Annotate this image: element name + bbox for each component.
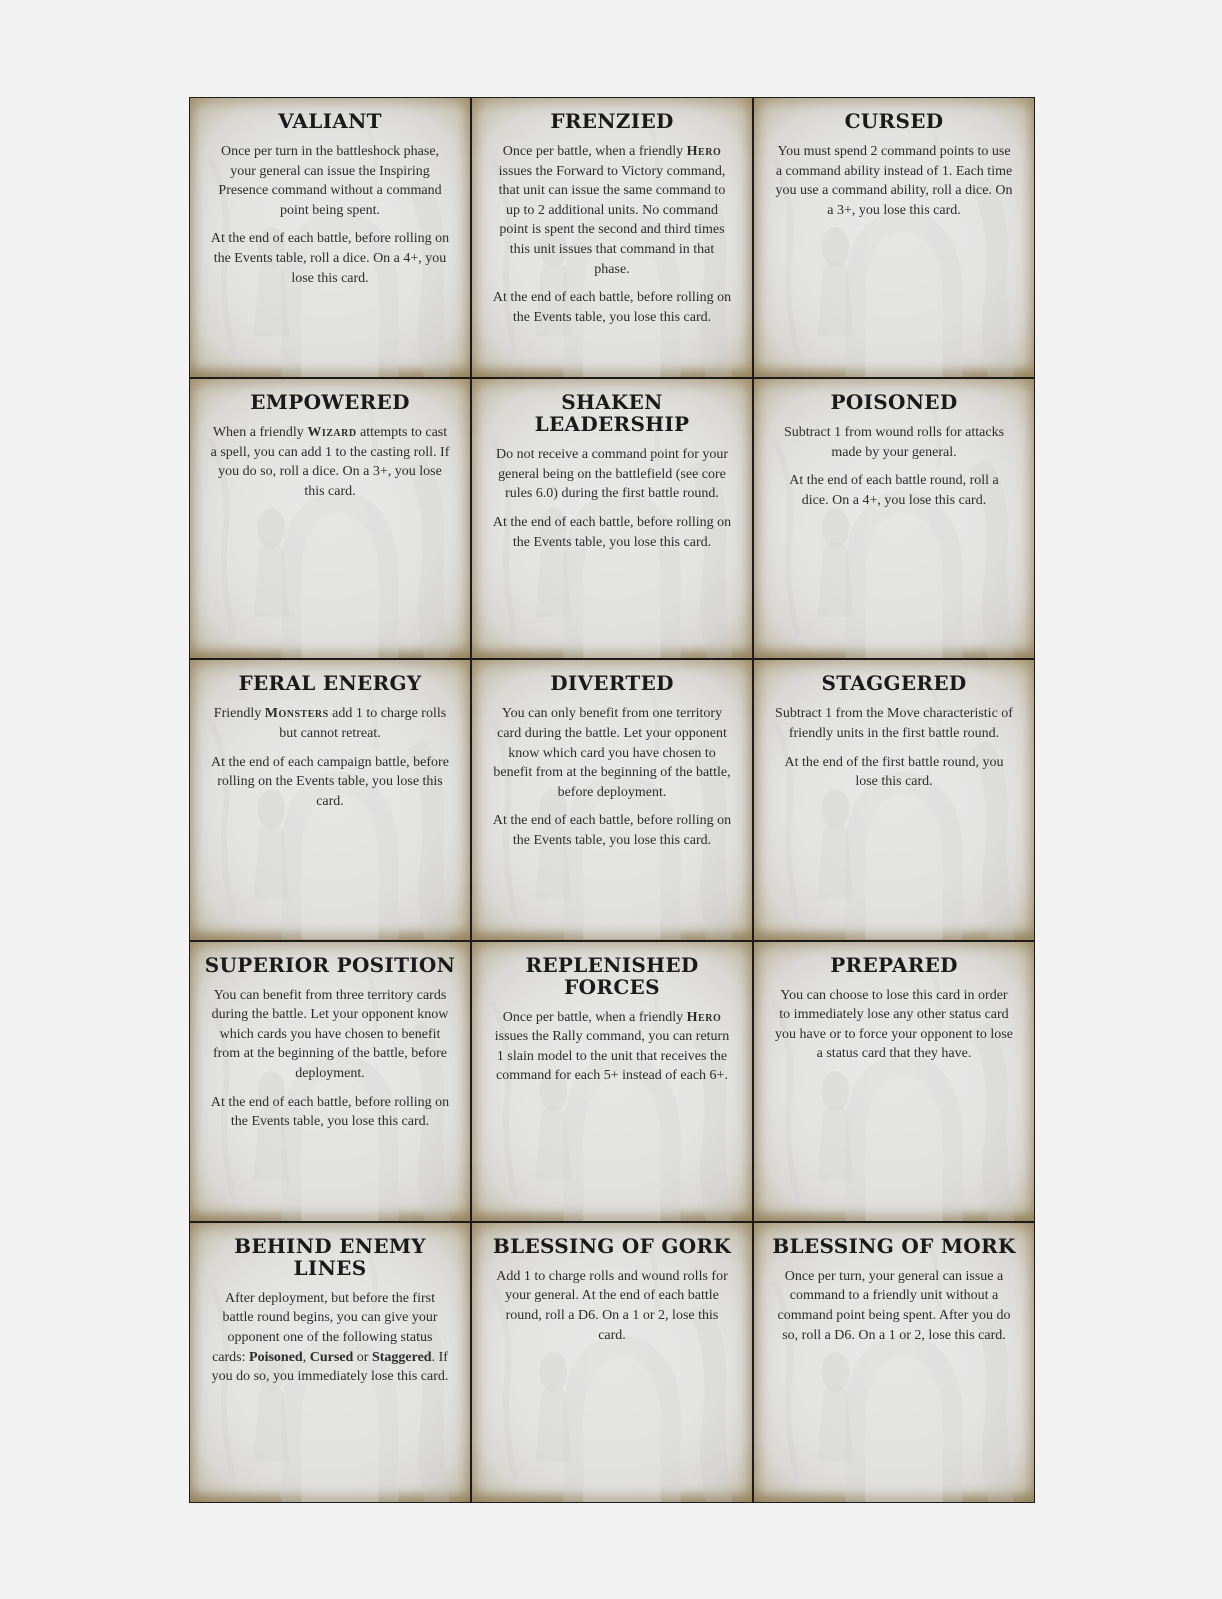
status-card <box>189 378 471 659</box>
status-card-sheet <box>189 97 1035 1503</box>
card-rules-text <box>492 288 731 327</box>
card-rules-text <box>492 1008 731 1086</box>
text-run: When a friendly <box>212 425 308 441</box>
card-content <box>190 660 470 811</box>
card-rules-text <box>492 445 731 504</box>
card-rules-text <box>774 1267 1013 1345</box>
card-rules-text <box>210 1093 449 1132</box>
card-title: FRENZIED <box>550 109 674 133</box>
status-card <box>471 378 753 659</box>
status-name: Staggered <box>371 1349 432 1365</box>
card-title: EMPOWERED <box>250 390 410 415</box>
card-rules-text <box>210 423 449 501</box>
status-name: Poisoned <box>249 1349 303 1365</box>
card-content <box>190 379 470 501</box>
status-card <box>753 941 1035 1222</box>
card-title: POISONED <box>830 390 958 415</box>
card-rules-text <box>210 142 449 220</box>
text-run: Do not receive a command point for your general being on the battlefield (see core rules 6.0) during the first battle round. <box>495 447 729 502</box>
card-title: SUPERIOR POSITION <box>204 952 456 977</box>
status-card <box>471 941 753 1222</box>
card-title: CURSED <box>844 109 944 133</box>
card-rules-text <box>210 753 449 812</box>
text-run: You can benefit from three territory cards during the battle. Let your opponent know which cards you have chosen to benefit from at the beginning of the battle, before deployment. <box>211 987 449 1081</box>
status-card <box>189 1222 471 1503</box>
text-run: issues the Rally command, you can return 1 slain model to the unit that receives the command for each 5+ instead of each 6+. <box>494 1029 730 1084</box>
text-run: Add 1 to charge rolls and wound rolls for your general. At the end of each battle round, roll a D6. On a 1 or 2, lose this card. <box>496 1268 728 1343</box>
text-run: add 1 to charge rolls but cannot retreat. <box>279 706 447 741</box>
status-card <box>753 659 1035 940</box>
text-run: At the end of each campaign battle, before rolling on the Events table, you lose this card. <box>211 754 449 809</box>
card-title: DIVERTED <box>550 671 674 696</box>
card-content <box>190 98 470 288</box>
card-rules-text <box>210 1289 449 1387</box>
text-run: Subtract 1 from wound rolls for attacks made by your general. <box>783 425 1005 460</box>
text-run: Once per turn in the battleshock phase, your general can issue the Inspiring Presence command without a command point being spent. <box>218 144 442 218</box>
status-card <box>189 659 471 940</box>
card-content <box>472 660 752 850</box>
text-run: Once per battle, when a friendly <box>502 1009 687 1025</box>
text-run: or <box>353 1349 372 1365</box>
card-rules-text <box>210 229 449 288</box>
card-content <box>190 942 470 1132</box>
card-rules-text <box>774 753 1013 792</box>
card-rules-text <box>774 142 1013 220</box>
status-card <box>189 97 471 378</box>
status-name: Cursed <box>309 1349 354 1365</box>
card-title: BLESSING OF MORK <box>772 1233 1016 1258</box>
text-run: Once per turn, your general can issue a command to a friendly unit without a command point being spent. After you do so, roll a D6. On a 1 or 2, lose this card. <box>777 1268 1011 1343</box>
keyword: Wizard <box>307 425 357 441</box>
keyword: Hero <box>686 144 722 159</box>
status-card <box>189 941 471 1222</box>
card-title: VALIANT <box>278 109 382 133</box>
card-title: STAGGERED <box>821 671 967 696</box>
card-title: FERAL ENERGY <box>238 671 422 696</box>
card-content <box>754 660 1034 791</box>
card-content <box>754 1223 1034 1345</box>
card-content <box>754 379 1034 510</box>
card-rules-text <box>774 986 1013 1064</box>
card-title: BLESSING OF GORK <box>492 1233 732 1258</box>
status-card <box>471 97 753 378</box>
card-content <box>190 1223 470 1387</box>
card-content <box>472 942 752 1086</box>
card-rules-text <box>210 986 449 1084</box>
card-rules-text <box>492 142 731 279</box>
text-run: At the end of each battle, before rolling on the Events table, roll a dice. On a 4+, you lose this card. <box>210 231 450 286</box>
text-run: At the end of each battle, before rolling on the Events table, you lose this card. <box>210 1094 450 1130</box>
card-rules-text <box>774 704 1013 743</box>
text-run: At the end of each battle, before rolling on the Events table, you lose this card. <box>492 514 732 550</box>
text-run: You can choose to lose this card in order to immediately lose any other status card you have or to force your opponent to lose a status card that they have. <box>775 987 1013 1062</box>
text-run: You must spend 2 command points to use a command ability instead of 1. Each time you use a command ability, roll a dice. On a 3+, you lose this card. <box>775 144 1013 218</box>
text-run: At the end of the first battle round, you lose this card. <box>784 754 1004 790</box>
keyword: Monsters <box>264 706 329 722</box>
card-rules-text <box>492 1267 731 1345</box>
card-content <box>754 942 1034 1064</box>
card-rules-text <box>492 513 731 552</box>
card-rules-text <box>210 704 449 743</box>
card-title: SHAKEN LEADERSHIP <box>534 390 690 437</box>
text-run: attempts to cast a spell, you can add 1 to the casting roll. If you do so, roll a dice. On a 3+, you lose this card. <box>210 425 450 499</box>
card-rules-text <box>774 471 1013 510</box>
status-card <box>753 378 1035 659</box>
text-run: At the end of each battle, before rolling on the Events table, you lose this card. <box>492 813 732 848</box>
card-rules-text <box>774 423 1013 462</box>
status-card <box>471 1222 753 1503</box>
card-title: BEHIND ENEMY LINES <box>234 1233 426 1280</box>
card-content <box>472 379 752 552</box>
status-card <box>471 659 753 940</box>
card-content <box>472 98 752 327</box>
text-run: After deployment, but before the first battle round begins, you can give your opponent one of the following status cards: <box>212 1290 438 1365</box>
card-content <box>472 1223 752 1345</box>
text-run: , <box>302 1349 310 1365</box>
text-run: issues the Forward to Victory command, that unit can issue the same command to up to 2 additional units. No command point is spent the second and third times this unit issues that command in that phase. <box>498 163 726 277</box>
text-run: Subtract 1 from the Move characteristic of friendly units in the first battle round. <box>775 706 1013 741</box>
text-run: . If you do so, you immediately lose this card. <box>211 1349 449 1385</box>
card-content <box>754 98 1034 220</box>
text-run: Once per battle, when a friendly <box>502 144 687 159</box>
status-card <box>753 1222 1035 1503</box>
text-run: At the end of each battle round, roll a dice. On a 4+, you lose this card. <box>789 473 999 508</box>
card-title: PREPARED <box>830 952 958 977</box>
card-rules-text <box>492 704 731 802</box>
text-run: At the end of each battle, before rolling on the Events table, you lose this card. <box>492 290 732 325</box>
card-rules-text <box>492 811 731 850</box>
text-run: You can only benefit from one territory card during the battle. Let your opponent know which card you have chosen to benefit from at the beginning of the battle, before deployment. <box>493 706 731 800</box>
keyword: Hero <box>686 1009 722 1025</box>
card-title: REPLENISHED FORCES <box>525 952 699 999</box>
status-card <box>753 97 1035 378</box>
text-run: Friendly <box>213 706 265 722</box>
